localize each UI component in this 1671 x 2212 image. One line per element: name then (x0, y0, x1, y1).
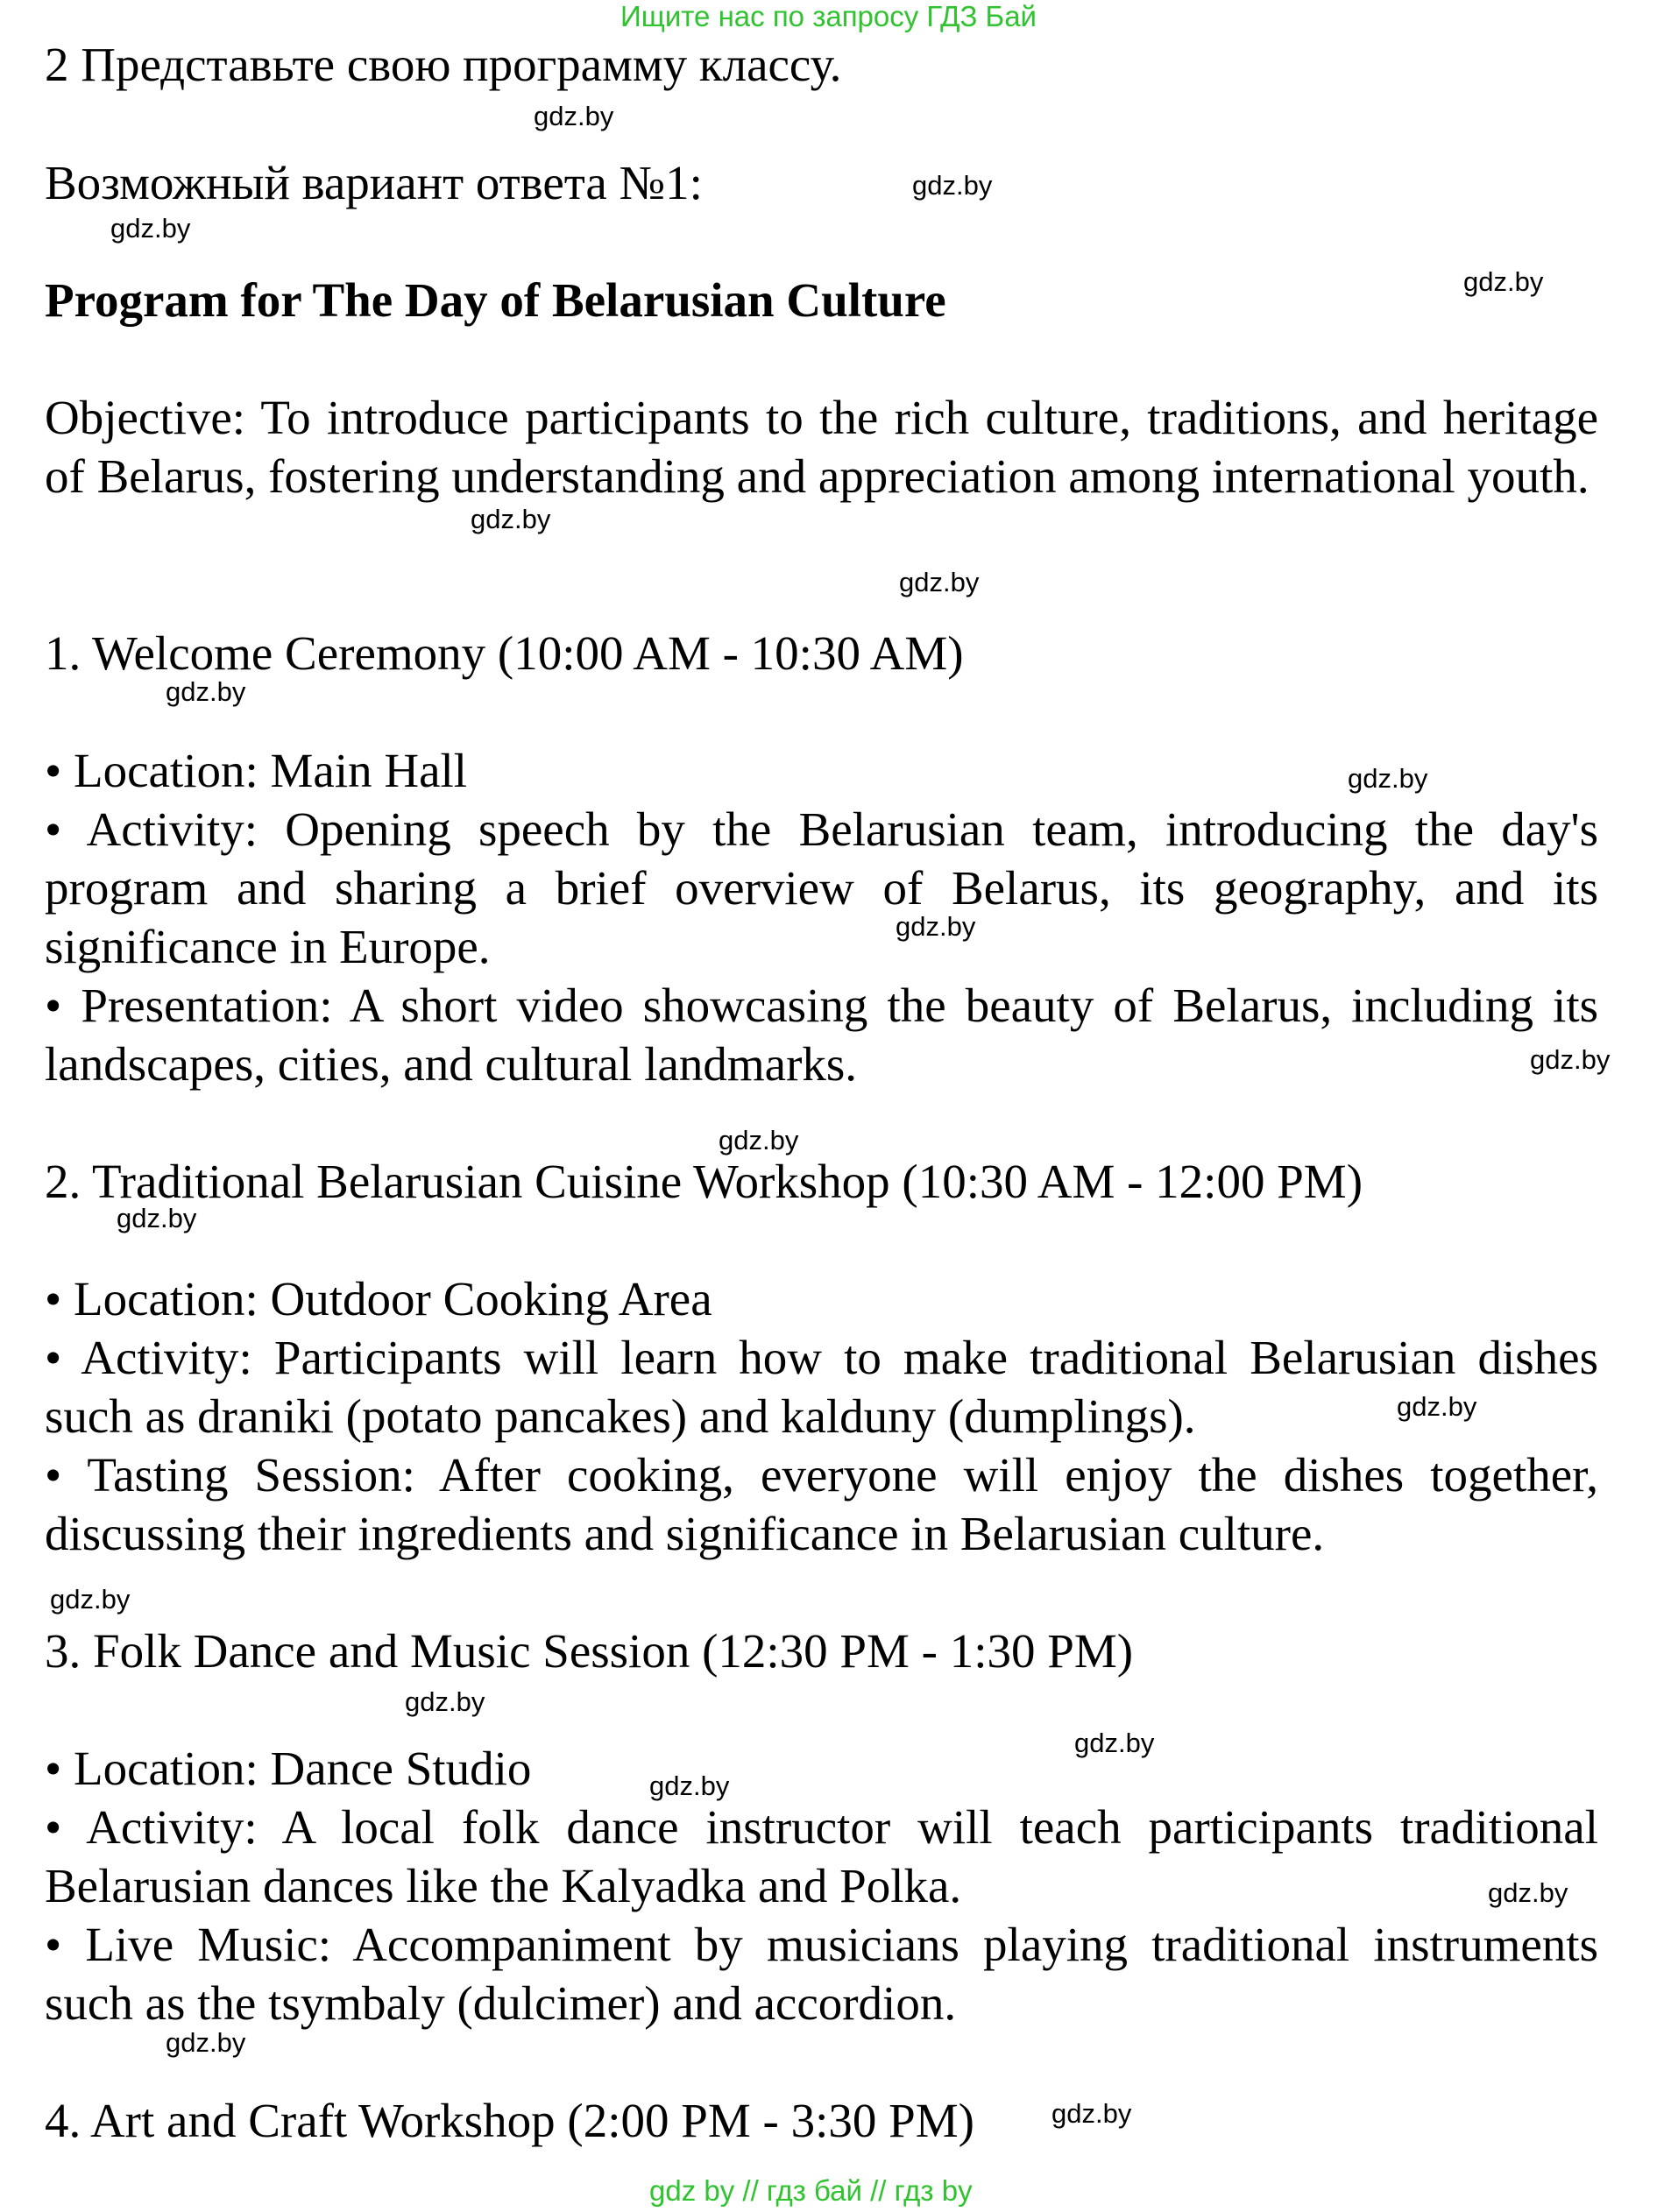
section-3-item-2: • Activity: A local folk dance instructor will teach participants traditional Belarusian dances like the Kalyadka and Polka. (45, 1800, 1598, 1912)
watermark: gdz.by (50, 1584, 131, 1615)
watermark: gdz.by (912, 170, 993, 201)
task-line: 2 Представьте свою программу классу. (45, 38, 842, 91)
section-1-heading: 1. Welcome Ceremony (10:00 AM - 10:30 AM) (45, 626, 964, 680)
document-title: Program for The Day of Belarusian Culture (45, 273, 946, 327)
section-1-item-1: • Location: Main Hall (45, 744, 468, 797)
section-4-heading: 4. Art and Craft Workshop (2:00 PM - 3:30 PM) (45, 2094, 974, 2147)
top-banner: Ищите нас по запросу ГДЗ Бай (620, 0, 1037, 32)
watermark: gdz.by (117, 1203, 197, 1233)
answer-label: Возможный вариант ответа №1: (45, 156, 703, 209)
section-2-item-3: • Tasting Session: After cooking, everyone will enjoy the dishes together, discussing their ingredients and significance in Belarusian culture. (45, 1448, 1598, 1560)
watermark: gdz.by (1530, 1044, 1611, 1075)
watermark: gdz.by (899, 567, 980, 597)
section-3-heading: 3. Folk Dance and Music Session (12:30 PM - 1:30 PM) (45, 1624, 1134, 1678)
watermark: gdz.by (166, 2027, 246, 2058)
section-2-item-1: • Location: Outdoor Cooking Area (45, 1272, 712, 1325)
section-3-item-1: • Location: Dance Studio (45, 1742, 532, 1795)
section-2-heading: 2. Traditional Belarusian Cuisine Workshop (10:30 AM - 12:00 PM) (45, 1155, 1363, 1208)
watermark: gdz.by (166, 676, 246, 707)
watermark: gdz.by (405, 1686, 485, 1717)
watermark: gdz.by (1051, 2098, 1132, 2129)
bottom-banner: gdz by // гдз бай // гдз by (649, 2174, 973, 2207)
section-1-item-3: • Presentation: A short video showcasing the beauty of Belarus, including its landscapes, cities, and cultural landmarks. (45, 979, 1598, 1091)
section-1-item-2: • Activity: Opening speech by the Belarusian team, introducing the day's program and sharing a brief overview of Belarus, its geography, and its significance in Europe. (45, 802, 1598, 973)
watermark: gdz.by (1348, 763, 1428, 794)
watermark: gdz.by (896, 911, 976, 942)
watermark: gdz.by (534, 101, 614, 131)
section-3-item-3: • Live Music: Accompaniment by musicians playing traditional instruments such as the tsymbaly (dulcimer) and accordion. (45, 1918, 1598, 2030)
watermark: gdz.by (1488, 1877, 1568, 1908)
watermark: gdz.by (1074, 1728, 1155, 1758)
watermark: gdz.by (719, 1125, 799, 1155)
watermark: gdz.by (471, 504, 551, 534)
objective-paragraph: Objective: To introduce participants to the rich culture, traditions, and heritage of Belarus, fostering understanding and appreciation among international youth. (45, 391, 1598, 503)
watermark: gdz.by (110, 213, 191, 244)
section-2-item-2: • Activity: Participants will learn how to make traditional Belarusian dishes such as draniki (potato pancakes) and kalduny (dumplings). (45, 1331, 1598, 1443)
watermark: gdz.by (1397, 1391, 1477, 1422)
watermark: gdz.by (1463, 266, 1544, 297)
watermark: gdz.by (649, 1770, 730, 1801)
